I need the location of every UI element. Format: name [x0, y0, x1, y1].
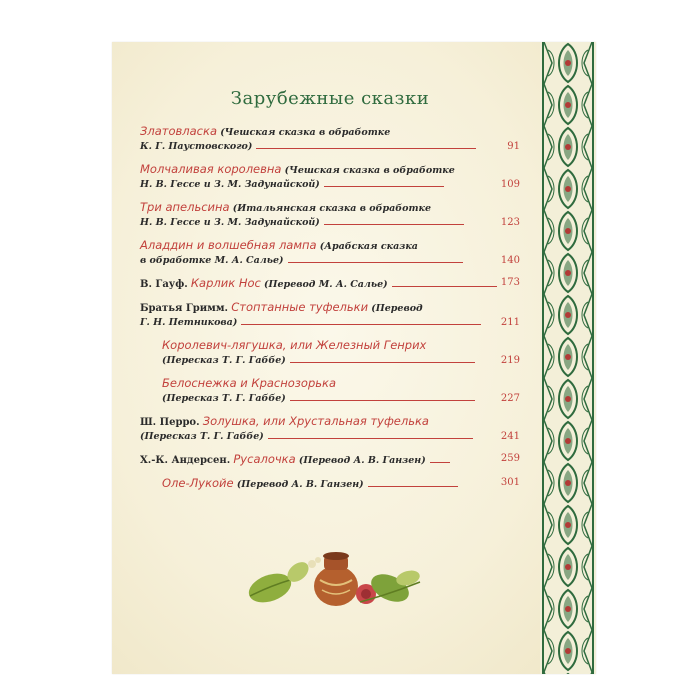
leader-line	[324, 224, 464, 225]
ornamental-border	[540, 42, 596, 674]
page-number: 140	[500, 255, 520, 266]
page-number: 211	[500, 317, 520, 328]
entry-note: (Перевод	[371, 303, 423, 314]
entry-note: (Перевод М. А. Салье)	[264, 279, 388, 290]
entry-note-cont: К. Г. Паустовского)	[140, 141, 253, 152]
page-number: 219	[500, 355, 520, 366]
entry-title: Аладдин и волшебная лампа	[140, 238, 317, 252]
entry-note: (Чешская сказка в обработке	[284, 165, 455, 176]
leader-line	[430, 462, 450, 463]
leader-line	[268, 438, 473, 439]
toc-entry[interactable]	[140, 124, 520, 154]
decorative-vignette	[240, 538, 430, 610]
toc-entry[interactable]	[140, 300, 520, 330]
entry-author: В. Гауф.	[140, 279, 188, 290]
entry-title: Три апельсина	[140, 200, 230, 214]
toc-entry[interactable]	[140, 276, 520, 292]
page-number: 123	[500, 217, 520, 228]
leader-line	[288, 262, 463, 263]
entry-title: Оле-Лукойе	[162, 476, 234, 490]
toc-entry[interactable]	[140, 452, 520, 468]
entry-note: (Перевод А. В. Ганзен)	[298, 455, 426, 466]
page-number: 91	[507, 141, 520, 152]
page-number: 241	[500, 431, 520, 442]
entry-title: Русалочка	[233, 452, 296, 466]
entry-title: Карлик Нос	[190, 276, 261, 290]
entry-note: (Арабская сказка	[319, 241, 418, 252]
entry-author: Х.-К. Андерсен.	[140, 455, 231, 466]
entry-note-cont: (Пересказ Т. Г. Габбе)	[162, 355, 286, 366]
leader-line	[256, 148, 476, 149]
entry-note-cont: Н. В. Гессе и З. М. Задунайской)	[140, 217, 320, 228]
entry-title: Белоснежка и Краснозорька	[162, 376, 337, 390]
toc-entry[interactable]	[140, 338, 520, 368]
page-number: 301	[500, 477, 520, 488]
page-number: 227	[500, 393, 520, 404]
leader-line	[290, 362, 475, 363]
entry-title: Золушка, или Хрустальная туфелька	[202, 414, 429, 428]
toc-entry[interactable]	[140, 476, 520, 492]
toc-entry[interactable]	[140, 414, 520, 444]
page-number: 109	[500, 179, 520, 190]
leader-line	[324, 186, 444, 187]
toc-entry[interactable]	[140, 238, 520, 268]
leader-line	[392, 286, 497, 287]
entry-note-cont: Г. Н. Петникова)	[140, 317, 238, 328]
entry-title: Златовласка	[140, 124, 217, 138]
toc-entry[interactable]	[140, 162, 520, 192]
page-number: 259	[500, 453, 520, 464]
leader-line	[290, 400, 475, 401]
leader-line	[368, 486, 458, 487]
table-of-contents	[140, 124, 520, 500]
toc-entry[interactable]	[140, 200, 520, 230]
entry-note-cont: (Пересказ Т. Г. Габбе)	[162, 393, 286, 404]
entry-author: Братья Гримм.	[140, 303, 229, 314]
entry-note-cont: Н. В. Гессе и З. М. Задунайской)	[140, 179, 320, 190]
entry-note-cont: (Пересказ Т. Г. Габбе)	[140, 431, 264, 442]
entry-note: (Чешская сказка в обработке	[220, 127, 391, 138]
entry-note-cont: в обработке М. А. Салье)	[140, 255, 284, 266]
entry-title: Стоптанные туфельки	[231, 300, 369, 314]
entry-title: Королевич-лягушка, или Железный Генрих	[162, 338, 427, 352]
leader-line	[241, 324, 481, 325]
entry-note: (Итальянская сказка в обработке	[232, 203, 431, 214]
toc-entry[interactable]	[140, 376, 520, 406]
entry-author: Ш. Перро.	[140, 417, 200, 428]
section-title: Зарубежные сказки	[230, 88, 430, 109]
entry-title: Молчаливая королевна	[140, 162, 282, 176]
entry-note: (Перевод А. В. Ганзен)	[236, 479, 364, 490]
page-number: 173	[500, 277, 520, 288]
